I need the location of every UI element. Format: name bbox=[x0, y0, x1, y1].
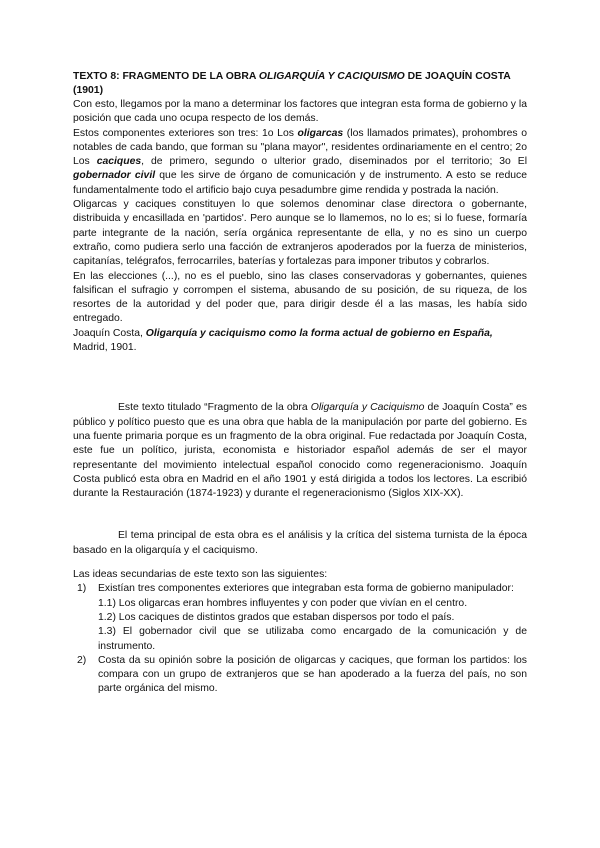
source-work-title: Oligarquía y caciquismo como la forma actual de gobierno en España, bbox=[145, 327, 493, 339]
excerpt-paragraph-2 bbox=[73, 127, 527, 198]
heading-suffix: DE JOAQUÍN COSTA (1901) bbox=[73, 71, 511, 96]
excerpt-source bbox=[73, 327, 527, 356]
sub-idea-text: 1.2) Los caciques de distintos grados que estaban dispersos por todo el país. bbox=[98, 611, 455, 623]
sub-idea-text: 1.1) Los oligarcas eran hombres influyentes y con poder que vivían en el centro. bbox=[98, 597, 468, 609]
ideas-list bbox=[73, 582, 527, 696]
idea-number: 2) bbox=[77, 654, 87, 666]
idea-sublist bbox=[98, 597, 527, 654]
term-gobernador-civil: gobernador civil bbox=[73, 170, 156, 182]
idea-item-1 bbox=[73, 582, 527, 653]
excerpt-p2-text: Estos componentes exteriores son tres: 1o Los bbox=[73, 127, 298, 139]
source-author: Joaquín Costa, bbox=[73, 327, 146, 339]
document-heading bbox=[73, 70, 527, 98]
sub-idea-1-3 bbox=[98, 625, 527, 654]
sub-idea-1-1 bbox=[98, 597, 527, 611]
heading-work-title: OLIGARQUÍA Y CACIQUISMO bbox=[258, 71, 405, 82]
sub-idea-1-2 bbox=[98, 611, 527, 625]
ideas-heading: Las ideas secundarias de este texto son las siguientes: bbox=[73, 569, 328, 581]
idea-number: 1) bbox=[77, 583, 87, 595]
excerpt-paragraph-4: En las elecciones (...), no es el pueblo, sino las clases conservadoras y gobernantes, quienes falsifican el sufragio y corrompen el sistema, abusando de su posición, de su riqueza, de los resortes de la autoridad y del poder que, para dirigir desde él a las masas, les había sido entregado. bbox=[73, 270, 527, 325]
excerpt-p2-text: que les sirve de órgano de comunicación y de instrumento. A esto se reduce fundamentalmente todo el artificio bajo cuya pesadumbre gime rendida y postrada la nación. bbox=[73, 170, 527, 196]
intro-work-title: Oligarquía y Caciquismo bbox=[310, 402, 425, 414]
idea-text: Costa da su opinión sobre la posición de oligarcas y caciques, que forman los partidos: los compara con un grupo de extranjeros que se han apoderado a la fuerza del país, no son parte orgánica del mismo. bbox=[98, 654, 527, 695]
idea-item-2 bbox=[73, 654, 527, 697]
excerpt-p2-text: , de primero, segundo o ulterior grado, diseminados por el territorio; 3o El bbox=[141, 156, 528, 168]
term-oligarcas: oligarcas bbox=[297, 127, 344, 139]
idea-text: Existían tres componentes exteriores que integraban esta forma de gobierno manipulador: bbox=[98, 583, 514, 595]
sub-idea-text: 1.3) El gobernador civil que se utilizaba como encargado de la comunicación y de instrumento. bbox=[98, 626, 527, 652]
source-place-date: Madrid, 1901. bbox=[73, 342, 137, 354]
excerpt-p2-text: (los llamados primates), prohombres o notables de cada bando, que forman su "plana mayor", residentes ordinariamente en el centro; 2o Los bbox=[73, 127, 527, 168]
term-caciques: caciques bbox=[96, 156, 142, 168]
intro-text: de Joaquín Costa” es público y político puesto que es una obra que habla de la manipulación por parte del gobierno. Es una fuente primaria porque es un fragmento de la obra original. Fue redactada por Joaquín Costa, este fue un político, jurista, economista e historiador español además de ser el mayor representante del movimiento intelectual español conocido como regeneracionismo. Joaquín Costa publicó esta obra en Madrid en el año 1901 y está dirigida a todos los lectores. La escribió durante la Restauración (1874-1923) y durante el regeneracionismo (Siglos XIX-XX). bbox=[73, 402, 527, 500]
excerpt-paragraph-1: Con esto, llegamos por la mano a determinar los factores que integran esta forma de gobierno y la posición que cada uno ocupa respecto de los demás. bbox=[73, 99, 527, 125]
intro-text: Este texto titulado “Fragmento de la obra bbox=[118, 402, 311, 414]
heading-prefix: TEXTO 8: FRAGMENTO DE LA OBRA bbox=[73, 71, 259, 82]
analysis-theme-paragraph: El tema principal de esta obra es el análisis y la crítica del sistema turnista de la época basado en la oligarquía y el caciquismo. bbox=[73, 530, 527, 556]
excerpt-paragraph-3: Oligarcas y caciques constituyen lo que solemos denominar clase directora o gobernante, distribuida y encasillada en 'partidos'. Pero aunque se lo llamemos, no lo es; si lo fuese, formaría parte integrante de la nación, sería orgánica representante de ella, y no es sino un cuerpo extraño, como pudiera serlo una facción de extranjeros apoderados por la fuerza de ministerios, capitanías, telégrafos, ferrocarriles, baterías y fortalezas para imponer tributos y cobrarlos. bbox=[73, 199, 527, 268]
analysis-intro-paragraph bbox=[73, 401, 527, 501]
